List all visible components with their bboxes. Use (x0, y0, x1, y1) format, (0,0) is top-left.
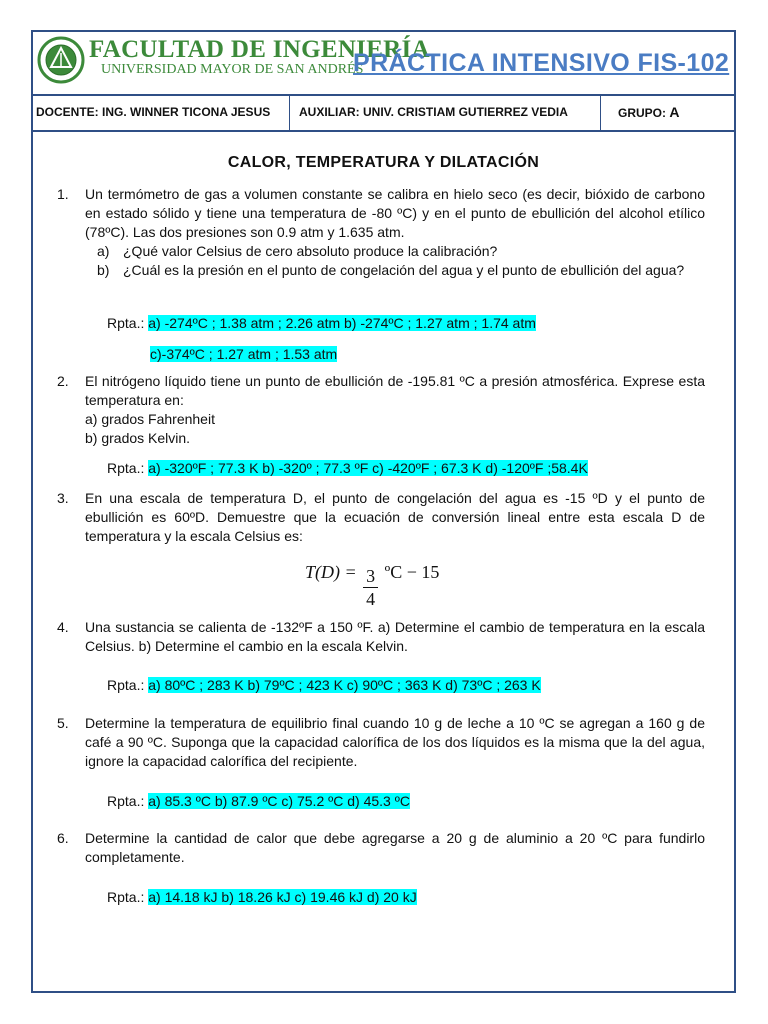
question-text: Una sustancia se calienta de -132ºF a 150 ºF. a) Determine el cambio de temperatura en la escala Celsius. b) Determine el cambio en la escala Kelvin. (85, 619, 705, 654)
question-number: 6. (57, 830, 69, 846)
answer-2 (107, 459, 588, 478)
answer-label: Rpta.: (107, 460, 149, 476)
answer-label: Rpta.: (107, 677, 149, 693)
document-header (33, 32, 734, 96)
question-text: Determine la cantidad de calor que debe agregarse a 20 g de aluminio a 20 ºC para fundirlo completamente. (85, 830, 705, 865)
part-text: ¿Cuál es la presión en el punto de congelación del agua y el punto de ebullición del agua? (123, 262, 685, 278)
question-5 (57, 714, 705, 771)
info-row (33, 94, 734, 132)
formula-numerator: 3 (363, 565, 378, 588)
question-number: 5. (57, 715, 69, 731)
auxiliar-cell: AUXILIAR: UNIV. CRISTIAM GUTIERREZ VEDIA (290, 94, 601, 130)
question-3 (57, 489, 705, 546)
answer-4 (107, 676, 541, 695)
worksheet-page (31, 30, 736, 993)
part-text: ¿Qué valor Celsius de cero absoluto produce la calibración? (123, 243, 498, 259)
formula-denominator: 4 (366, 589, 376, 609)
question-part-a (97, 242, 705, 261)
answer-label: Rpta.: (107, 315, 149, 331)
answer-highlight: a) 14.18 kJ b) 18.26 kJ c) 19.46 kJ d) 20 kJ (148, 889, 417, 905)
answer-highlight: a) -274ºC ; 1.38 atm ; 2.26 atm b) -274ºC ; 1.27 atm ; 1.74 atm (148, 315, 536, 331)
answer-label: Rpta.: (107, 889, 149, 905)
answer-highlight: a) 85.3 ºC b) 87.9 ºC c) 75.2 ºC d) 45.3 ºC (148, 793, 410, 809)
formula-lhs: T(D) = (305, 561, 357, 582)
formula-rhs: ºC − 15 (384, 561, 440, 582)
question-number: 4. (57, 619, 69, 635)
grupo-value: A (669, 104, 680, 120)
grupo-label: GRUPO: (618, 106, 670, 120)
grupo-cell (602, 94, 734, 130)
question-number: 2. (57, 373, 69, 389)
question-2 (57, 372, 705, 448)
question-line: b) grados Kelvin. (85, 430, 191, 446)
docente-cell: DOCENTE: ING. WINNER TICONA JESUS (36, 94, 290, 130)
answer-6 (107, 888, 417, 907)
question-1 (57, 185, 705, 280)
university-seal-icon (37, 36, 85, 84)
conversion-formula (305, 561, 440, 610)
answer-1-continued (150, 345, 337, 364)
part-label: b) (97, 262, 110, 278)
question-text: En una escala de temperatura D, el punto de congelación del agua es -15 ºD y el punto de ebullición es 60ºD. Demuestre que la ecuación de conversión lineal entre esta escala D de temperatura y la escala Celsius es: (85, 490, 705, 544)
formula-fraction (363, 565, 378, 610)
university-name: UNIVERSIDAD MAYOR DE SAN ANDRÉS (101, 62, 364, 77)
answer-highlight: c)-374ºC ; 1.27 atm ; 1.53 atm (150, 346, 338, 362)
answer-label: Rpta.: (107, 793, 149, 809)
question-number: 1. (57, 186, 69, 202)
answer-5 (107, 792, 410, 811)
question-text: Determine la temperatura de equilibrio final cuando 10 g de leche a 10 ºC se agregan a 160 g de café a 90 ºC. Suponga que la capacidad calorífica de los dos líquidos es la misma que la del agua, ignore la capacidad calorífica del recipiente. (85, 715, 705, 769)
question-6 (57, 829, 705, 867)
question-line: a) grados Fahrenheit (85, 411, 215, 427)
question-part-b (97, 261, 705, 280)
question-4 (57, 618, 705, 656)
answer-highlight: a) -320ºF ; 77.3 K b) -320º ; 77.3 ºF c) -420ºF ; 67.3 K d) -120ºF ;58.4K (148, 460, 588, 476)
question-text: Un termómetro de gas a volumen constante se calibra en hielo seco (es decir, bióxido de carbono en estado sólido y tiene una temperatura de -80 ºC) y en el punto de ebullición del alcohol etílico (78ºC). Las dos presiones son 0.9 atm y 1.635 atm. (85, 186, 705, 240)
question-text: El nitrógeno líquido tiene un punto de ebullición de -195.81 ºC a presión atmosférica. Exprese esta temperatura en: (85, 373, 705, 408)
answer-1 (107, 314, 536, 333)
question-number: 3. (57, 490, 69, 506)
answer-highlight: a) 80ºC ; 283 K b) 79ºC ; 423 K c) 90ºC ; 363 K d) 73ºC ; 263 K (148, 677, 541, 693)
practice-title: PRÁCTICA INTENSIVO FIS-102 (353, 49, 730, 77)
section-title: CALOR, TEMPERATURA Y DILATACIÓN (227, 154, 540, 171)
part-label: a) (97, 243, 110, 259)
faculty-name: FACULTAD DE INGENIERÍA (89, 36, 430, 63)
